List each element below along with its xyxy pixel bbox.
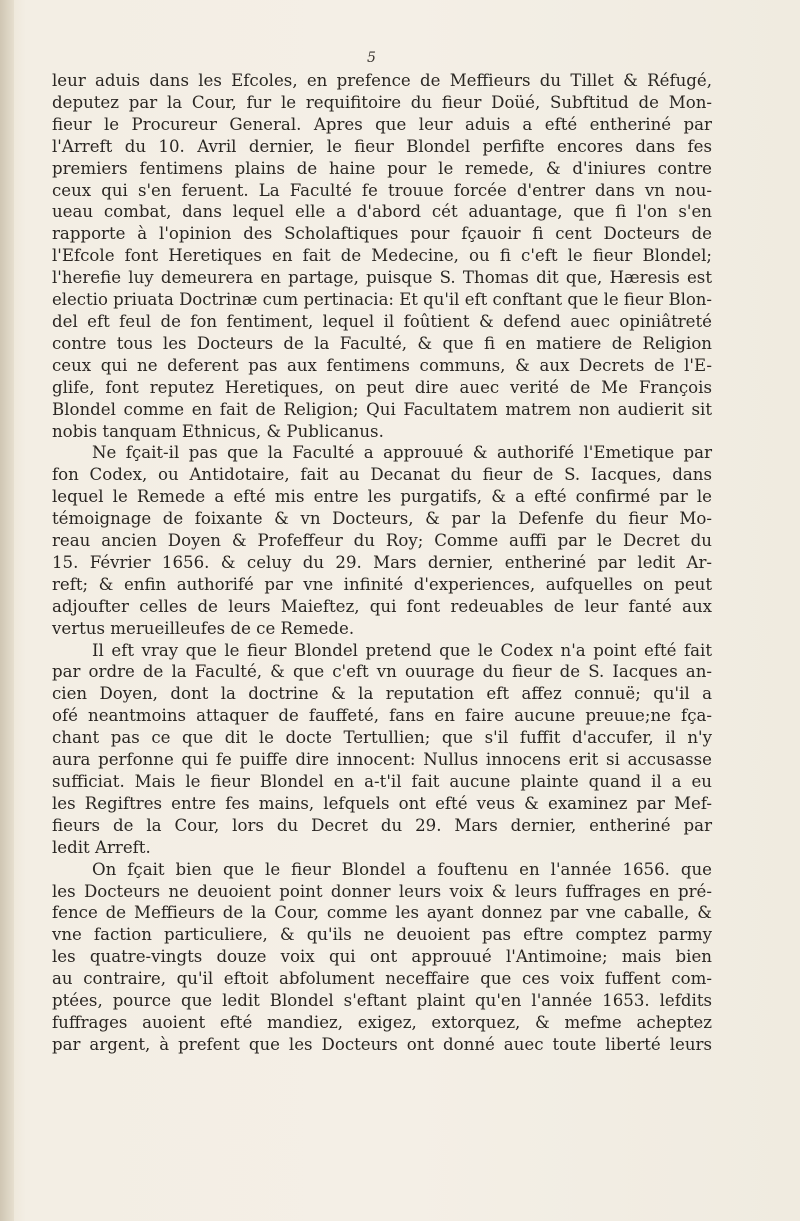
text-line: adjoufter celles de leurs Maieftez, qui font redeuables de leur fanté aux	[52, 596, 712, 616]
text-line: ceux qui s'en feruent. La Faculté fe trouue forcée d'entrer dans vn nou-	[52, 180, 712, 200]
text-line: les quatre-vingts douze voix qui ont approuué l'Antimoine; mais bien	[52, 947, 712, 967]
text-line: au contraire, qu'il eftoit abfolument neceffaire que ces voix fuffent com-	[52, 969, 712, 989]
text-line: aura perfonne qui fe puiffe dire innocent: Nullus innocens erit si accusasse	[52, 750, 712, 770]
text-line: reft; & enfin authorifé par vne infinité d'experiences, aufquelles on peut	[52, 574, 712, 594]
text-line: cien Doyen, dont la doctrine & la reputation eft affez connuë; qu'il a	[52, 684, 712, 704]
text-line: par ordre de la Faculté, & que c'eft vn ouurage du fieur de S. Iacques an-	[52, 662, 712, 682]
page-number: 5	[367, 50, 376, 66]
text-line: rapporte à l'opinion des Scholaftiques pour fçauoir fi cent Docteurs de	[52, 224, 712, 244]
book-binding-edge	[0, 0, 14, 1221]
text-line: fieurs de la Cour, lors du Decret du 29. Mars dernier, entheriné par	[52, 815, 712, 835]
text-line: les Regiftres entre fes mains, lefquels ont efté veus & examinez par Mef-	[52, 793, 712, 813]
text-line: On fçait bien que le fieur Blondel a fouftenu en l'année 1656. que	[92, 859, 712, 879]
text-line: contre tous les Docteurs de la Faculté, & que fi en matiere de Religion	[52, 333, 712, 353]
text-line: chant pas ce que dit le docte Tertullien; que s'il fuffit d'accufer, il n'y	[52, 728, 712, 748]
text-line: vne faction particuliere, & qu'ils ne deuoient pas eftre comptez parmy	[52, 925, 712, 945]
text-line: fuffrages auoient efté mandiez, exigez, extorquez, & mefme acheptez	[52, 1012, 712, 1032]
body-text	[52, 70, 712, 1056]
text-line: premiers fentimens plains de haine pour le remede, & d'iniures contre	[52, 158, 712, 178]
text-line: l'Efcole font Heretiques en fait de Medecine, ou fi c'eft le fieur Blondel;	[52, 246, 712, 266]
text-line: Ne fçait-il pas que la Faculté a approuué & authorifé l'Emetique par	[92, 443, 712, 463]
text-line: glife, font reputez Heretiques, on peut dire auec verité de Me François	[52, 377, 712, 397]
text-line: lequel le Remede a efté mis entre les purgatifs, & a efté confirmé par le	[52, 487, 712, 507]
text-line: l'Arreft du 10. Avril dernier, le fieur Blondel perfifte encores dans fes	[52, 136, 712, 156]
text-line: 15. Février 1656. & celuy du 29. Mars dernier, entheriné par ledit Ar-	[52, 552, 712, 572]
text-line: témoignage de foixante & vn Docteurs, & par la Defenfe du fieur Mo-	[52, 509, 712, 529]
text-line: fieur le Procureur General. Apres que leur aduis a efté entheriné par	[52, 114, 712, 134]
text-line: leur aduis dans les Efcoles, en prefence de Meffieurs du Tillet & Réfugé,	[52, 71, 712, 90]
text-line: sufficiat. Mais le fieur Blondel en a-t'il fait aucune plainte quand il a eu	[52, 772, 712, 791]
text-line: ledit Arreft.	[52, 837, 151, 857]
text-line: par argent, à prefent que les Docteurs ont donné auec toute liberté leurs	[52, 1034, 712, 1054]
text-line: les Docteurs ne deuoient point donner leurs voix & leurs fuffrages en pré-	[52, 881, 712, 901]
text-line: Il eft vray que le fieur Blondel pretend que le Codex n'a point efté fait	[92, 640, 712, 660]
text-line: ueau combat, dans lequel elle a d'abord cét aduantage, que fi l'on s'en	[52, 202, 712, 222]
text-line: deputez par la Cour, fur le requifitoire du fieur Doüé, Subftitud de Mon-	[52, 92, 712, 112]
text-line: del eft feul de fon fentiment, lequel il foûtient & defend auec opiniâtreté	[52, 311, 712, 331]
text-line: nobis tanquam Ethnicus, & Publicanus.	[52, 421, 384, 441]
text-line: electio priuata Doctrinæ cum pertinacia: Et qu'il eft conftant que le fieur Blon-	[52, 290, 712, 310]
text-line: reau ancien Doyen & Profeffeur du Roy; Comme auffi par le Decret du	[52, 531, 712, 551]
text-line: Blondel comme en fait de Religion; Qui Facultatem matrem non audierit sit	[52, 399, 712, 419]
text-line: fence de Meffieurs de la Cour, comme les ayant donnez par vne caballe, &	[52, 903, 712, 923]
text-line: ceux qui ne deferent pas aux fentimens communs, & aux Decrets de l'E-	[52, 355, 712, 375]
text-line: vertus merueilleufes de ce Remede.	[52, 618, 355, 638]
text-line: l'herefie luy demeurera en partage, puisque S. Thomas dit que, Hæresis est	[52, 268, 712, 288]
text-line: ofé neantmoins attaquer de fauffeté, fans en faire aucune preuue;ne fça-	[52, 706, 712, 726]
text-line: fon Codex, ou Antidotaire, fait au Decanat du fieur de S. Iacques, dans	[52, 465, 712, 485]
text-line: ptées, pource que ledit Blondel s'eftant plaint qu'en l'année 1653. lefdits	[52, 991, 712, 1011]
